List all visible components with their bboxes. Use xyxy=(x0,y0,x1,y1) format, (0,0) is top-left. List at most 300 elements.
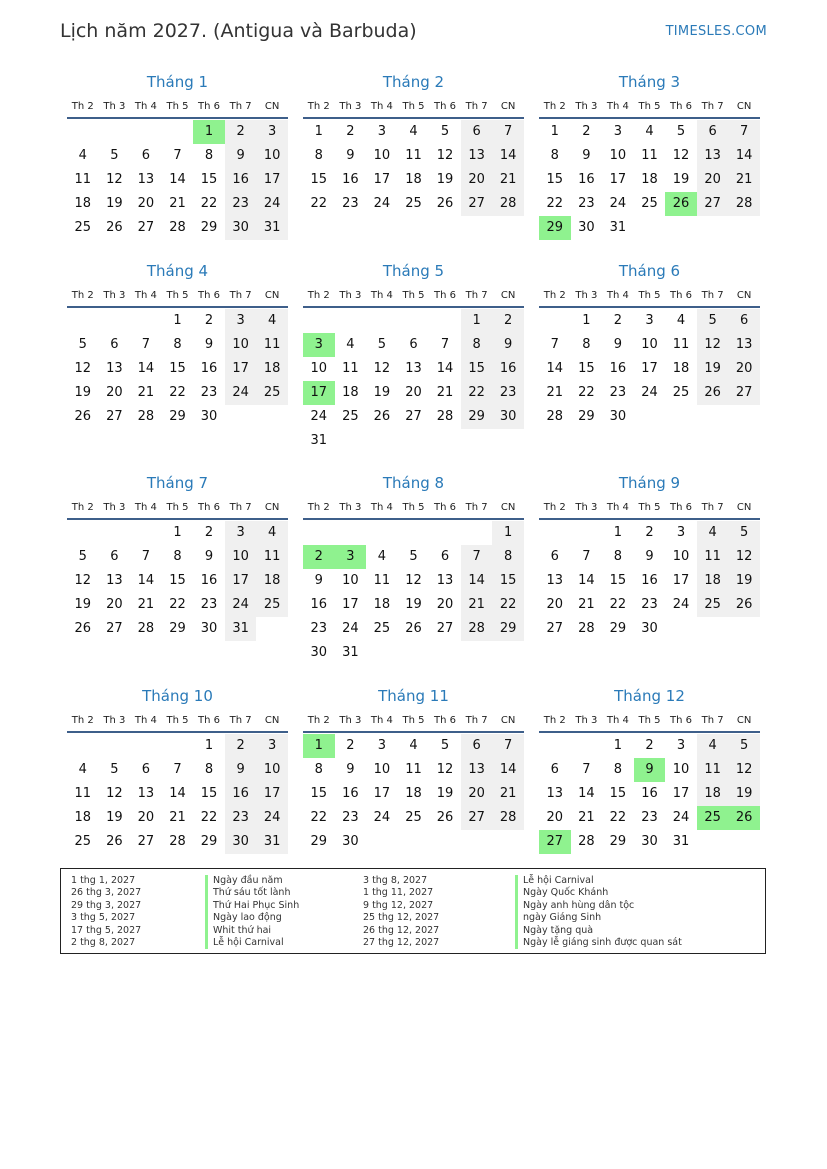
day-cell[interactable]: 22 xyxy=(310,810,328,825)
day-cell[interactable]: 12 xyxy=(672,148,690,163)
day-cell[interactable]: 2 xyxy=(225,120,257,144)
day-cell[interactable]: 30 xyxy=(342,834,359,849)
day-cell[interactable]: 19 xyxy=(106,810,123,825)
day-cell[interactable]: 24 xyxy=(641,385,658,400)
day-cell[interactable]: 28 xyxy=(492,806,524,830)
day-cell[interactable]: 27 xyxy=(539,830,571,854)
day-cell[interactable]: 7 xyxy=(492,734,524,758)
day-cell[interactable]: 24 xyxy=(225,593,257,617)
day-cell[interactable]: 26 xyxy=(74,621,92,636)
day-cell[interactable]: 27 xyxy=(137,220,155,235)
day-cell[interactable]: 2 xyxy=(582,124,591,139)
day-cell[interactable]: 3 xyxy=(256,120,288,144)
day-cell[interactable]: 24 xyxy=(373,810,391,825)
day-cell[interactable]: 21 xyxy=(728,168,760,192)
day-cell[interactable]: 30 xyxy=(200,409,218,424)
day-cell[interactable]: 15 xyxy=(578,361,595,376)
day-cell[interactable]: 6 xyxy=(697,120,729,144)
day-cell[interactable]: 7 xyxy=(461,545,493,569)
day-cell[interactable]: 23 xyxy=(225,806,257,830)
day-cell[interactable]: 18 xyxy=(74,810,92,825)
day-cell[interactable]: 31 xyxy=(256,216,288,240)
day-cell[interactable]: 11 xyxy=(405,762,422,777)
day-cell[interactable]: 5 xyxy=(110,148,119,163)
day-cell[interactable]: 16 xyxy=(492,357,524,381)
day-cell[interactable]: 23 xyxy=(641,597,658,612)
day-cell[interactable]: 7 xyxy=(728,120,760,144)
day-cell[interactable]: 26 xyxy=(697,381,729,405)
day-cell[interactable]: 26 xyxy=(728,593,760,617)
day-cell[interactable]: 18 xyxy=(405,172,422,187)
day-cell[interactable]: 19 xyxy=(728,782,760,806)
day-cell[interactable]: 15 xyxy=(310,172,328,187)
day-cell[interactable]: 2 xyxy=(204,525,214,540)
day-cell[interactable]: 9 xyxy=(346,762,355,777)
day-cell[interactable]: 21 xyxy=(578,597,595,612)
day-cell[interactable]: 28 xyxy=(728,192,760,216)
day-cell[interactable]: 29 xyxy=(492,617,524,641)
day-cell[interactable]: 29 xyxy=(200,834,218,849)
day-cell[interactable]: 6 xyxy=(141,762,151,777)
day-cell[interactable]: 31 xyxy=(225,617,257,641)
day-cell[interactable]: 8 xyxy=(173,549,182,564)
day-cell[interactable]: 23 xyxy=(578,196,595,211)
day-cell[interactable]: 7 xyxy=(582,762,591,777)
day-cell[interactable]: 16 xyxy=(609,361,627,376)
day-cell[interactable]: 19 xyxy=(74,385,92,400)
day-cell[interactable]: 5 xyxy=(78,549,87,564)
day-cell[interactable]: 16 xyxy=(342,172,359,187)
day-cell[interactable]: 15 xyxy=(169,573,186,588)
day-cell[interactable]: 5 xyxy=(728,521,760,545)
day-cell[interactable]: 5 xyxy=(409,549,418,564)
day-cell[interactable]: 3 xyxy=(676,738,686,753)
day-cell[interactable]: 17 xyxy=(672,573,690,588)
day-cell[interactable]: 27 xyxy=(106,621,123,636)
day-cell[interactable]: 19 xyxy=(405,597,422,612)
day-cell[interactable]: 10 xyxy=(641,337,658,352)
day-cell[interactable]: 5 xyxy=(110,762,119,777)
day-cell[interactable]: 22 xyxy=(310,196,328,211)
day-cell[interactable]: 22 xyxy=(609,597,627,612)
day-cell[interactable]: 13 xyxy=(461,144,493,168)
day-cell[interactable]: 14 xyxy=(492,758,524,782)
day-cell[interactable]: 21 xyxy=(137,597,155,612)
day-cell[interactable]: 25 xyxy=(256,593,288,617)
day-cell[interactable]: 29 xyxy=(169,621,186,636)
day-cell[interactable]: 18 xyxy=(342,385,359,400)
day-cell[interactable]: 25 xyxy=(405,810,422,825)
day-cell[interactable]: 9 xyxy=(204,549,214,564)
day-cell[interactable]: 25 xyxy=(641,196,658,211)
day-cell[interactable]: 6 xyxy=(550,762,559,777)
day-cell[interactable]: 14 xyxy=(578,573,595,588)
day-cell[interactable]: 31 xyxy=(609,220,627,235)
day-cell[interactable]: 18 xyxy=(373,597,391,612)
day-cell[interactable]: 6 xyxy=(440,549,450,564)
day-cell[interactable]: 8 xyxy=(582,337,591,352)
day-cell[interactable]: 27 xyxy=(405,409,422,424)
day-cell[interactable]: 16 xyxy=(200,573,218,588)
day-cell[interactable]: 21 xyxy=(492,782,524,806)
day-cell[interactable]: 10 xyxy=(225,545,257,569)
day-cell[interactable]: 22 xyxy=(200,810,218,825)
day-cell[interactable]: 28 xyxy=(169,834,186,849)
day-cell[interactable]: 24 xyxy=(225,381,257,405)
day-cell[interactable]: 21 xyxy=(546,385,564,400)
day-cell[interactable]: 3 xyxy=(377,124,387,139)
day-cell[interactable]: 2 xyxy=(204,313,214,328)
day-cell[interactable]: 17 xyxy=(303,381,335,405)
day-cell[interactable]: 15 xyxy=(200,172,218,187)
day-cell[interactable]: 18 xyxy=(74,196,92,211)
day-cell[interactable]: 26 xyxy=(106,834,123,849)
day-cell[interactable]: 1 xyxy=(613,738,623,753)
day-cell[interactable]: 15 xyxy=(492,569,524,593)
day-cell[interactable]: 17 xyxy=(373,172,391,187)
day-cell[interactable]: 18 xyxy=(697,569,729,593)
day-cell[interactable]: 7 xyxy=(173,762,182,777)
day-cell[interactable]: 14 xyxy=(461,569,493,593)
day-cell[interactable]: 11 xyxy=(74,172,92,187)
day-cell[interactable]: 16 xyxy=(578,172,595,187)
day-cell[interactable]: 8 xyxy=(204,762,214,777)
day-cell[interactable]: 4 xyxy=(676,313,686,328)
day-cell[interactable]: 1 xyxy=(550,124,559,139)
day-cell[interactable]: 17 xyxy=(641,361,658,376)
day-cell[interactable]: 25 xyxy=(74,220,92,235)
day-cell[interactable]: 5 xyxy=(78,337,87,352)
day-cell[interactable]: 22 xyxy=(609,810,627,825)
day-cell[interactable]: 11 xyxy=(697,545,729,569)
day-cell[interactable]: 22 xyxy=(461,381,493,405)
day-cell[interactable]: 14 xyxy=(492,144,524,168)
day-cell[interactable]: 30 xyxy=(641,834,658,849)
day-cell[interactable]: 13 xyxy=(546,786,564,801)
day-cell[interactable]: 26 xyxy=(373,409,391,424)
day-cell[interactable]: 5 xyxy=(697,309,729,333)
day-cell[interactable]: 28 xyxy=(137,409,155,424)
day-cell[interactable]: 19 xyxy=(672,172,690,187)
day-cell[interactable]: 26 xyxy=(405,621,422,636)
day-cell[interactable]: 17 xyxy=(256,782,288,806)
day-cell[interactable]: 8 xyxy=(613,549,623,564)
day-cell[interactable]: 2 xyxy=(613,313,623,328)
day-cell[interactable]: 26 xyxy=(74,409,92,424)
day-cell[interactable]: 9 xyxy=(634,758,666,782)
day-cell[interactable]: 11 xyxy=(256,545,288,569)
day-cell[interactable]: 23 xyxy=(492,381,524,405)
day-cell[interactable]: 17 xyxy=(256,168,288,192)
day-cell[interactable]: 15 xyxy=(200,786,218,801)
day-cell[interactable]: 12 xyxy=(728,545,760,569)
day-cell[interactable]: 11 xyxy=(342,361,359,376)
day-cell[interactable]: 29 xyxy=(461,405,493,429)
day-cell[interactable]: 8 xyxy=(613,762,623,777)
day-cell[interactable]: 4 xyxy=(346,337,355,352)
day-cell[interactable]: 4 xyxy=(78,762,87,777)
day-cell[interactable]: 3 xyxy=(377,738,387,753)
day-cell[interactable]: 21 xyxy=(169,196,186,211)
day-cell[interactable]: 22 xyxy=(169,597,186,612)
day-cell[interactable]: 3 xyxy=(256,734,288,758)
day-cell[interactable]: 26 xyxy=(436,810,454,825)
day-cell[interactable]: 19 xyxy=(436,172,454,187)
day-cell[interactable]: 12 xyxy=(697,333,729,357)
day-cell[interactable]: 21 xyxy=(169,810,186,825)
day-cell[interactable]: 5 xyxy=(728,734,760,758)
day-cell[interactable]: 9 xyxy=(225,144,257,168)
day-cell[interactable]: 7 xyxy=(173,148,182,163)
day-cell[interactable]: 25 xyxy=(74,834,92,849)
day-cell[interactable]: 8 xyxy=(492,545,524,569)
day-cell[interactable]: 24 xyxy=(672,597,690,612)
day-cell[interactable]: 6 xyxy=(461,120,493,144)
day-cell[interactable]: 12 xyxy=(728,758,760,782)
day-cell[interactable]: 28 xyxy=(546,409,564,424)
day-cell[interactable]: 16 xyxy=(225,168,257,192)
day-cell[interactable]: 6 xyxy=(728,309,760,333)
day-cell[interactable]: 4 xyxy=(697,521,729,545)
day-cell[interactable]: 11 xyxy=(405,148,422,163)
day-cell[interactable]: 16 xyxy=(310,597,328,612)
day-cell[interactable]: 16 xyxy=(200,361,218,376)
day-cell[interactable]: 21 xyxy=(436,385,454,400)
day-cell[interactable]: 3 xyxy=(225,309,257,333)
day-cell[interactable]: 15 xyxy=(461,357,493,381)
day-cell[interactable]: 10 xyxy=(310,361,328,376)
day-cell[interactable]: 23 xyxy=(641,810,658,825)
day-cell[interactable]: 1 xyxy=(461,309,493,333)
day-cell[interactable]: 31 xyxy=(256,830,288,854)
day-cell[interactable]: 29 xyxy=(200,220,218,235)
day-cell[interactable]: 15 xyxy=(169,361,186,376)
day-cell[interactable]: 20 xyxy=(546,810,564,825)
day-cell[interactable]: 10 xyxy=(373,762,391,777)
day-cell[interactable]: 1 xyxy=(314,124,323,139)
day-cell[interactable]: 20 xyxy=(697,168,729,192)
day-cell[interactable]: 30 xyxy=(609,409,627,424)
day-cell[interactable]: 20 xyxy=(461,782,493,806)
day-cell[interactable]: 11 xyxy=(641,148,658,163)
day-cell[interactable]: 13 xyxy=(546,573,564,588)
day-cell[interactable]: 1 xyxy=(613,525,623,540)
day-cell[interactable]: 9 xyxy=(645,549,654,564)
day-cell[interactable]: 16 xyxy=(641,573,658,588)
day-cell[interactable]: 24 xyxy=(342,621,359,636)
day-cell[interactable]: 9 xyxy=(225,758,257,782)
day-cell[interactable]: 27 xyxy=(106,409,123,424)
day-cell[interactable]: 6 xyxy=(461,734,493,758)
day-cell[interactable]: 10 xyxy=(609,148,627,163)
day-cell[interactable]: 17 xyxy=(672,786,690,801)
day-cell[interactable]: 8 xyxy=(461,333,493,357)
day-cell[interactable]: 4 xyxy=(409,738,418,753)
day-cell[interactable]: 2 xyxy=(346,738,355,753)
day-cell[interactable]: 7 xyxy=(550,337,559,352)
day-cell[interactable]: 29 xyxy=(310,834,328,849)
day-cell[interactable]: 29 xyxy=(609,834,627,849)
day-cell[interactable]: 14 xyxy=(436,361,454,376)
day-cell[interactable]: 5 xyxy=(440,124,450,139)
day-cell[interactable]: 30 xyxy=(225,216,257,240)
day-cell[interactable]: 27 xyxy=(461,806,493,830)
day-cell[interactable]: 25 xyxy=(256,381,288,405)
day-cell[interactable]: 11 xyxy=(373,573,391,588)
day-cell[interactable]: 17 xyxy=(342,597,359,612)
day-cell[interactable]: 11 xyxy=(672,337,690,352)
day-cell[interactable]: 12 xyxy=(106,172,123,187)
day-cell[interactable]: 10 xyxy=(373,148,391,163)
day-cell[interactable]: 25 xyxy=(405,196,422,211)
day-cell[interactable]: 26 xyxy=(436,196,454,211)
day-cell[interactable]: 23 xyxy=(342,196,359,211)
day-cell[interactable]: 24 xyxy=(310,409,328,424)
day-cell[interactable]: 20 xyxy=(546,597,564,612)
day-cell[interactable]: 30 xyxy=(578,220,595,235)
day-cell[interactable]: 27 xyxy=(546,621,564,636)
day-cell[interactable]: 23 xyxy=(342,810,359,825)
day-cell[interactable]: 21 xyxy=(492,168,524,192)
day-cell[interactable]: 28 xyxy=(461,617,493,641)
day-cell[interactable]: 23 xyxy=(310,621,328,636)
day-cell[interactable]: 4 xyxy=(409,124,418,139)
day-cell[interactable]: 29 xyxy=(169,409,186,424)
day-cell[interactable]: 15 xyxy=(609,573,627,588)
day-cell[interactable]: 14 xyxy=(137,361,155,376)
day-cell[interactable]: 6 xyxy=(550,549,559,564)
day-cell[interactable]: 1 xyxy=(204,738,214,753)
day-cell[interactable]: 13 xyxy=(106,361,123,376)
day-cell[interactable]: 26 xyxy=(106,220,123,235)
day-cell[interactable]: 24 xyxy=(256,192,288,216)
day-cell[interactable]: 17 xyxy=(373,786,391,801)
day-cell[interactable]: 24 xyxy=(609,196,627,211)
day-cell[interactable]: 20 xyxy=(461,168,493,192)
day-cell[interactable]: 25 xyxy=(342,409,359,424)
day-cell[interactable]: 14 xyxy=(169,786,186,801)
day-cell[interactable]: 27 xyxy=(728,381,760,405)
day-cell[interactable]: 14 xyxy=(137,573,155,588)
day-cell[interactable]: 12 xyxy=(373,361,391,376)
day-cell[interactable]: 2 xyxy=(346,124,355,139)
day-cell[interactable]: 4 xyxy=(256,309,288,333)
day-cell[interactable]: 12 xyxy=(436,762,454,777)
day-cell[interactable]: 18 xyxy=(672,361,690,376)
day-cell[interactable]: 9 xyxy=(314,573,323,588)
day-cell[interactable]: 3 xyxy=(303,333,335,357)
day-cell[interactable]: 30 xyxy=(492,405,524,429)
day-cell[interactable]: 4 xyxy=(377,549,387,564)
day-cell[interactable]: 13 xyxy=(137,786,155,801)
day-cell[interactable]: 9 xyxy=(492,333,524,357)
day-cell[interactable]: 5 xyxy=(676,124,686,139)
day-cell[interactable]: 11 xyxy=(74,786,92,801)
day-cell[interactable]: 20 xyxy=(137,196,155,211)
day-cell[interactable]: 14 xyxy=(546,361,564,376)
day-cell[interactable]: 3 xyxy=(676,525,686,540)
day-cell[interactable]: 13 xyxy=(106,573,123,588)
day-cell[interactable]: 1 xyxy=(582,313,591,328)
day-cell[interactable]: 10 xyxy=(672,549,690,564)
day-cell[interactable]: 5 xyxy=(440,738,450,753)
day-cell[interactable]: 17 xyxy=(609,172,627,187)
day-cell[interactable]: 16 xyxy=(225,782,257,806)
day-cell[interactable]: 4 xyxy=(78,148,87,163)
day-cell[interactable]: 26 xyxy=(665,192,697,216)
day-cell[interactable]: 15 xyxy=(609,786,627,801)
day-cell[interactable]: 10 xyxy=(256,144,288,168)
day-cell[interactable]: 11 xyxy=(256,333,288,357)
day-cell[interactable]: 22 xyxy=(492,593,524,617)
day-cell[interactable]: 4 xyxy=(256,521,288,545)
day-cell[interactable]: 6 xyxy=(409,337,418,352)
day-cell[interactable]: 22 xyxy=(200,196,218,211)
day-cell[interactable]: 8 xyxy=(314,148,323,163)
day-cell[interactable]: 19 xyxy=(74,597,92,612)
day-cell[interactable]: 25 xyxy=(672,385,690,400)
day-cell[interactable]: 25 xyxy=(697,593,729,617)
day-cell[interactable]: 3 xyxy=(613,124,623,139)
day-cell[interactable]: 23 xyxy=(609,385,627,400)
day-cell[interactable]: 2 xyxy=(225,734,257,758)
day-cell[interactable]: 18 xyxy=(641,172,658,187)
day-cell[interactable]: 28 xyxy=(436,409,454,424)
day-cell[interactable]: 15 xyxy=(310,786,328,801)
day-cell[interactable]: 27 xyxy=(436,621,454,636)
day-cell[interactable]: 14 xyxy=(578,786,595,801)
day-cell[interactable]: 4 xyxy=(697,734,729,758)
day-cell[interactable]: 20 xyxy=(106,597,123,612)
day-cell[interactable]: 8 xyxy=(173,337,182,352)
day-cell[interactable]: 12 xyxy=(436,148,454,163)
day-cell[interactable]: 23 xyxy=(200,597,218,612)
day-cell[interactable]: 29 xyxy=(609,621,627,636)
day-cell[interactable]: 26 xyxy=(728,806,760,830)
day-cell[interactable]: 6 xyxy=(110,337,119,352)
day-cell[interactable]: 29 xyxy=(539,216,571,240)
day-cell[interactable]: 7 xyxy=(492,120,524,144)
day-cell[interactable]: 12 xyxy=(106,786,123,801)
day-cell[interactable]: 1 xyxy=(303,734,335,758)
day-cell[interactable]: 22 xyxy=(578,385,595,400)
day-cell[interactable]: 11 xyxy=(697,758,729,782)
day-cell[interactable]: 16 xyxy=(641,786,658,801)
day-cell[interactable]: 25 xyxy=(373,621,391,636)
day-cell[interactable]: 1 xyxy=(193,120,225,144)
day-cell[interactable]: 31 xyxy=(672,834,690,849)
day-cell[interactable]: 6 xyxy=(110,549,119,564)
day-cell[interactable]: 28 xyxy=(578,621,595,636)
day-cell[interactable]: 29 xyxy=(578,409,595,424)
day-cell[interactable]: 27 xyxy=(137,834,155,849)
day-cell[interactable]: 31 xyxy=(342,645,359,660)
day-cell[interactable]: 21 xyxy=(578,810,595,825)
day-cell[interactable]: 13 xyxy=(137,172,155,187)
day-cell[interactable]: 12 xyxy=(74,361,92,376)
day-cell[interactable]: 7 xyxy=(440,337,450,352)
day-cell[interactable]: 18 xyxy=(256,569,288,593)
day-cell[interactable]: 2 xyxy=(645,525,654,540)
day-cell[interactable]: 30 xyxy=(310,645,328,660)
day-cell[interactable]: 13 xyxy=(728,333,760,357)
day-cell[interactable]: 30 xyxy=(200,621,218,636)
day-cell[interactable]: 18 xyxy=(405,786,422,801)
day-cell[interactable]: 30 xyxy=(225,830,257,854)
day-cell[interactable]: 13 xyxy=(436,573,454,588)
day-cell[interactable]: 27 xyxy=(697,192,729,216)
day-cell[interactable]: 10 xyxy=(672,762,690,777)
